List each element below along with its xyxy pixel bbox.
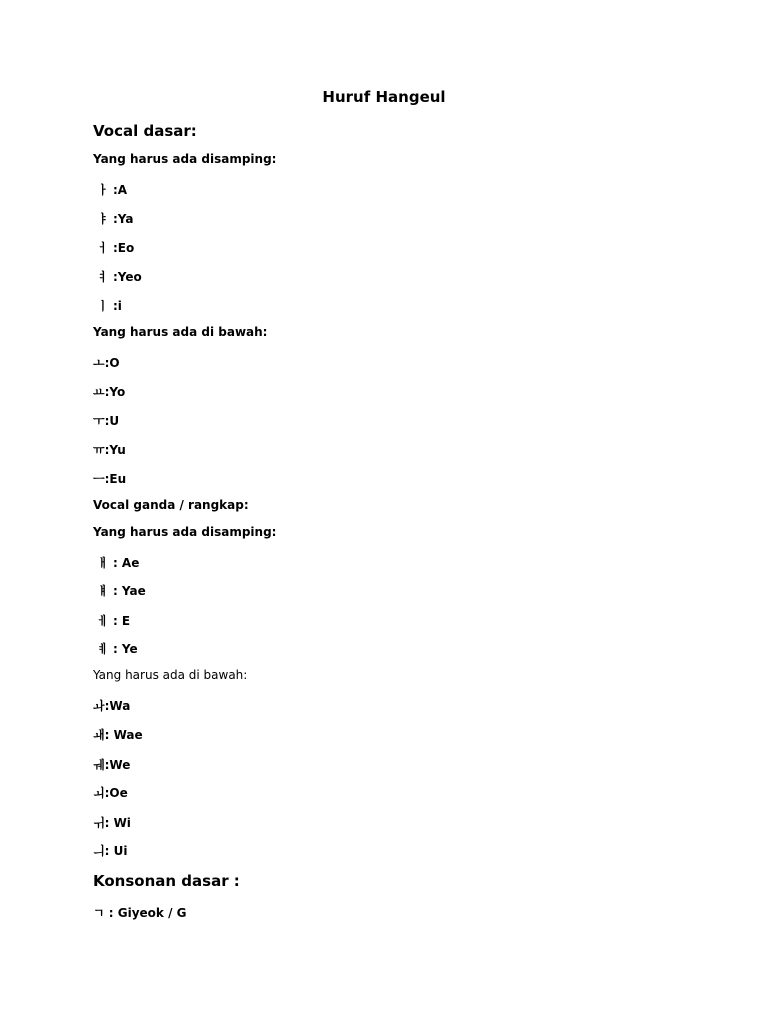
vowel-line-yae: ㅒ : Yae — [93, 584, 146, 598]
heading-konsonan-dasar: Konsonan dasar : — [93, 872, 240, 890]
vowel-line-i: ㅣ :i — [93, 299, 122, 313]
vowel-line-a: ㅏ :A — [93, 183, 128, 197]
vowel-line-wa: ㅘ:Wa — [93, 699, 131, 713]
vowel-line-yeo: ㅕ :Yeo — [93, 270, 142, 284]
vowel-line-ae: ㅐ : Ae — [93, 556, 140, 570]
subheading-di-bawah-2: Yang harus ada di bawah: — [93, 668, 248, 682]
vowel-line-wae: ㅙ: Wae — [93, 728, 143, 742]
vowel-line-eo: ㅓ :Eo — [93, 241, 135, 255]
vowel-line-we: ㅞ:We — [93, 758, 131, 772]
subheading-disamping-2: Yang harus ada disamping: — [93, 525, 277, 539]
vowel-line-o: ㅗ:O — [93, 356, 120, 370]
subheading-vocal-ganda: Vocal ganda / rangkap: — [93, 498, 249, 512]
vowel-line-yu: ㅠ:Yu — [93, 443, 126, 457]
subheading-di-bawah: Yang harus ada di bawah: — [93, 325, 268, 339]
vowel-line-yo: ㅛ:Yo — [93, 385, 126, 399]
vowel-line-wi: ㅟ: Wi — [93, 816, 131, 830]
heading-vocal-dasar: Vocal dasar: — [93, 122, 197, 140]
vowel-line-ya: ㅑ :Ya — [93, 212, 134, 226]
vowel-line-oe: ㅚ:Oe — [93, 786, 128, 800]
subheading-disamping: Yang harus ada disamping: — [93, 152, 277, 166]
vowel-line-e: ㅔ : E — [93, 614, 131, 628]
consonant-line-giyeok: ㄱ : Giyeok / G — [93, 906, 187, 920]
vowel-line-ye: ㅖ : Ye — [93, 642, 138, 656]
document-title: Huruf Hangeul — [322, 88, 446, 106]
vowel-line-eu: ㅡ:Eu — [93, 472, 127, 486]
vowel-line-ui: ㅢ: Ui — [93, 844, 128, 858]
vowel-line-u: ㅜ:U — [93, 414, 120, 428]
